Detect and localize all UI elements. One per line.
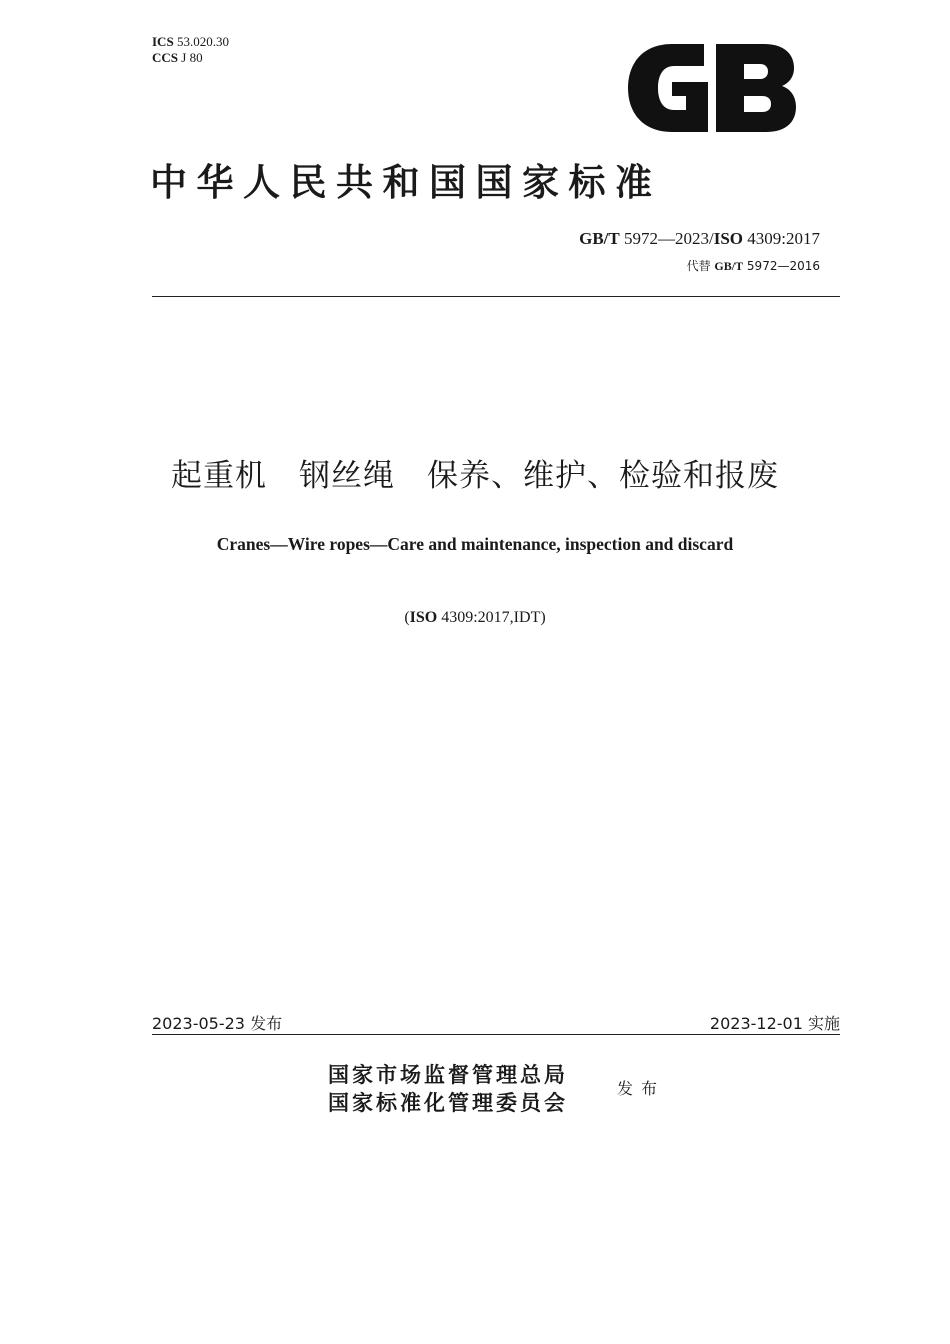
iso-relation-prefix: ISO: [409, 609, 438, 626]
standard-prefix: GB/T: [579, 229, 620, 248]
header-divider: [152, 296, 840, 297]
classification-codes: [152, 34, 229, 66]
publish-date: 2023-05-23 发布: [152, 1014, 283, 1033]
iso-relation-open: (: [404, 609, 410, 626]
english-title: Cranes—Wire ropes—Care and maintenance, inspection and discard: [216, 534, 734, 554]
iso-relation-close: ): [540, 609, 546, 626]
ccs-label: CCS: [152, 50, 179, 65]
iso-relation: [0, 609, 950, 627]
chinese-title: 起重机 钢丝绳 保养、维护、检验和报废: [171, 458, 779, 494]
issuer-line-2: 国家标准化管理委员会: [328, 1090, 568, 1115]
replaces-code: GB/T: [714, 259, 744, 273]
footer-divider: [152, 1034, 840, 1035]
ics-value: 53.020.30: [176, 34, 229, 49]
issuer-line-1: 国家市场监督管理总局: [328, 1062, 568, 1087]
ccs-value: J 80: [181, 50, 203, 65]
implement-date: 2023-12-01 实施: [709, 1014, 840, 1033]
iso-prefix: ISO: [713, 229, 744, 248]
replaces-note: [687, 257, 820, 274]
ics-label: ICS: [152, 34, 174, 49]
gb-logo: [628, 44, 796, 132]
issuing-authorities: [328, 1061, 568, 1117]
replaces-prefix: 代替: [686, 259, 711, 273]
standard-number: [579, 229, 820, 249]
iso-relation-rest: 4309:2017,IDT: [441, 609, 541, 626]
standard-number-value: 5972—2023/: [623, 229, 714, 248]
ics-code: [152, 34, 229, 50]
issue-action: 发布: [617, 1079, 666, 1098]
replaces-number: 5972—2016: [746, 259, 820, 273]
national-standard-title: 中华人民共和国国家标准: [150, 160, 662, 204]
ccs-code: [152, 50, 229, 66]
iso-number: 4309:2017: [747, 229, 820, 248]
